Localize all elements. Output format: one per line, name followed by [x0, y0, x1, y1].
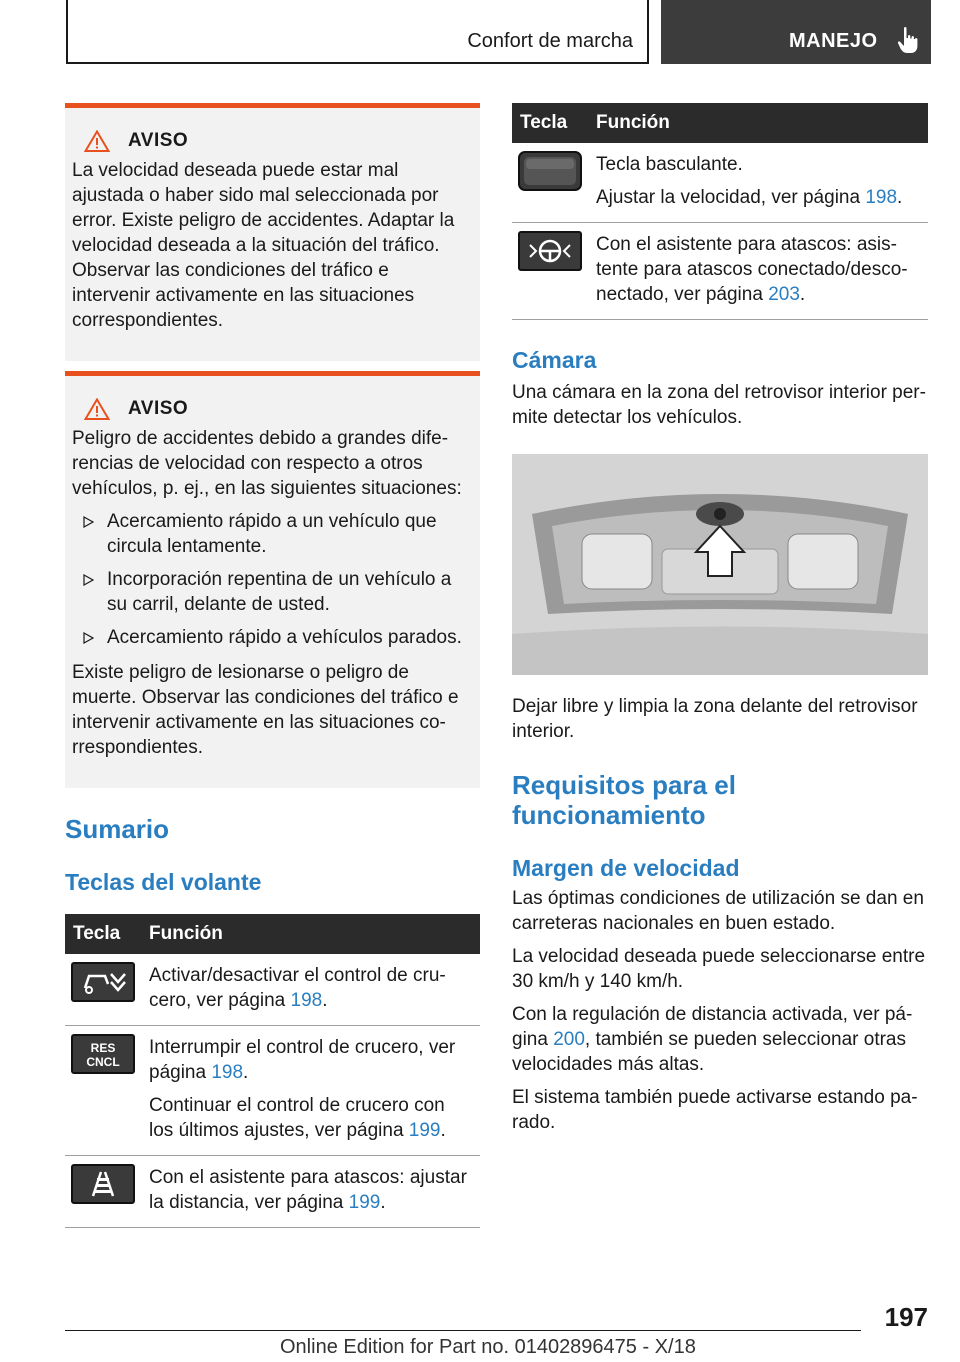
page-link[interactable]: 198 — [865, 187, 898, 208]
table-header-funcion: Función — [588, 103, 928, 143]
page-link[interactable]: 198 — [290, 990, 323, 1011]
warning-title: AVISO — [128, 398, 189, 419]
table-row: Tecla basculante. Ajustar la velocidad, ver página 198. — [512, 143, 928, 223]
camera-illustration — [512, 454, 928, 675]
warning-bullet-list — [72, 509, 470, 650]
cruise-control-icon — [71, 962, 135, 1002]
table-header-tecla: Tecla — [512, 103, 588, 143]
warning-title: AVISO — [128, 130, 189, 151]
warning-header — [84, 130, 470, 152]
bullet-triangle-icon — [83, 516, 94, 528]
heading-requisitos: Requisitos para el funcionamiento — [512, 770, 736, 830]
margen-paragraph-2: La velocidad deseada puede seleccionarse entre 30 km/h y 140 km/h. — [512, 946, 926, 992]
table-header-tecla: Tecla — [65, 914, 141, 954]
heading-margen-de-velocidad: Margen de velocidad — [512, 855, 740, 881]
header-section-box — [66, 0, 649, 64]
section-title: Confort de marcha — [467, 30, 633, 52]
warning-outro: Existe peligro de lesionarse o peligro de muerte. Observar las condiciones del tráfico e intervenir activamente en las situaciones correspondientes. — [72, 662, 459, 758]
table-row: Activar/desactivar el control de crucero, ver página 198. — [65, 954, 480, 1026]
warning-box-speed-differences — [65, 371, 480, 788]
warning-text: La velocidad deseada puede estar mal ajustada o haber sido mal seleccionada por error. Existe peligro de accidentes. Adaptar la velocidad deseada a la situación del tráfico. Observar las condiciones del tráfico e intervenir activamente en las situaciones correspondientes. — [72, 160, 455, 331]
margen-paragraph-4: El sistema también puede activarse estando parado. — [512, 1087, 918, 1133]
table-header-funcion: Función — [141, 914, 480, 954]
warning-intro: Peligro de accidentes debido a grandes diferencias de velocidad con respecto a otros vehículos, p. ej., en las siguientes situaciones: — [72, 428, 462, 499]
list-item: Acercamiento rápido a un vehículo que circula lentamente. — [72, 509, 470, 559]
list-item: Acercamiento rápido a vehículos parados. — [72, 625, 470, 650]
camara-caption: Dejar libre y limpia la zona delante del retrovisor interior. — [512, 696, 918, 742]
traffic-jam-assistant-icon — [518, 231, 582, 271]
page-link[interactable]: 199 — [348, 1192, 381, 1213]
edition-text: Online Edition for Part no. 01402896475 - X/18 — [280, 1336, 696, 1358]
page-link[interactable]: 199 — [408, 1120, 441, 1141]
chapter-tab[interactable] — [661, 0, 931, 64]
page-link[interactable]: 198 — [211, 1062, 244, 1083]
warning-box-speed — [65, 103, 480, 361]
page-link[interactable]: 200 — [553, 1029, 585, 1050]
chapter-tab-label: MANEJO — [789, 30, 878, 52]
table-row: Con el asistente para atascos: asistente para atascos conectado/desconectado, ver página 203. — [512, 223, 928, 320]
warning-header — [84, 398, 470, 420]
keys-table-continued — [512, 103, 928, 320]
table-row: Con el asistente para atascos: ajustar la distancia, ver página 199. — [65, 1156, 480, 1228]
list-item: Incorporación repentina de un vehículo a su carril, delante de usted. — [72, 567, 470, 617]
pointing-hand-icon — [897, 26, 919, 54]
heading-teclas-del-volante: Teclas del volante — [65, 869, 262, 895]
bullet-triangle-icon — [83, 632, 94, 644]
footer-divider — [65, 1330, 861, 1331]
camara-text: Una cámara en la zona del retrovisor interior permite detectar los vehículos. — [512, 382, 926, 428]
bullet-triangle-icon — [83, 574, 94, 586]
res-key-label: RES — [90, 1041, 116, 1055]
warning-triangle-icon — [84, 398, 110, 420]
warning-triangle-icon — [84, 130, 110, 152]
cncl-key-label: CNCL — [86, 1055, 120, 1069]
rocker-switch-icon — [518, 151, 582, 191]
table-row: RES CNCL Interrumpir el control de crucero, ver página 198. Continuar el control de crucero con los últimos ajustes, ver página 199. — [65, 1026, 480, 1156]
page-number: 197 — [884, 1302, 928, 1332]
steering-wheel-keys-table — [65, 914, 480, 1228]
left-column — [65, 103, 480, 1228]
right-column — [512, 103, 928, 1135]
heading-camara: Cámara — [512, 347, 597, 373]
margen-paragraph-3: Con la regulación de distancia activada, ver página 200, también se pueden seleccionar otras velocidades más altas. — [512, 1004, 913, 1075]
res-cncl-button-icon — [71, 1034, 135, 1074]
distance-icon — [71, 1164, 135, 1204]
page-link[interactable]: 203 — [768, 284, 800, 305]
margen-paragraph-1: Las óptimas condiciones de utilización se dan en carreteras nacionales en buen estado. — [512, 888, 924, 934]
heading-sumario: Sumario — [65, 814, 170, 844]
